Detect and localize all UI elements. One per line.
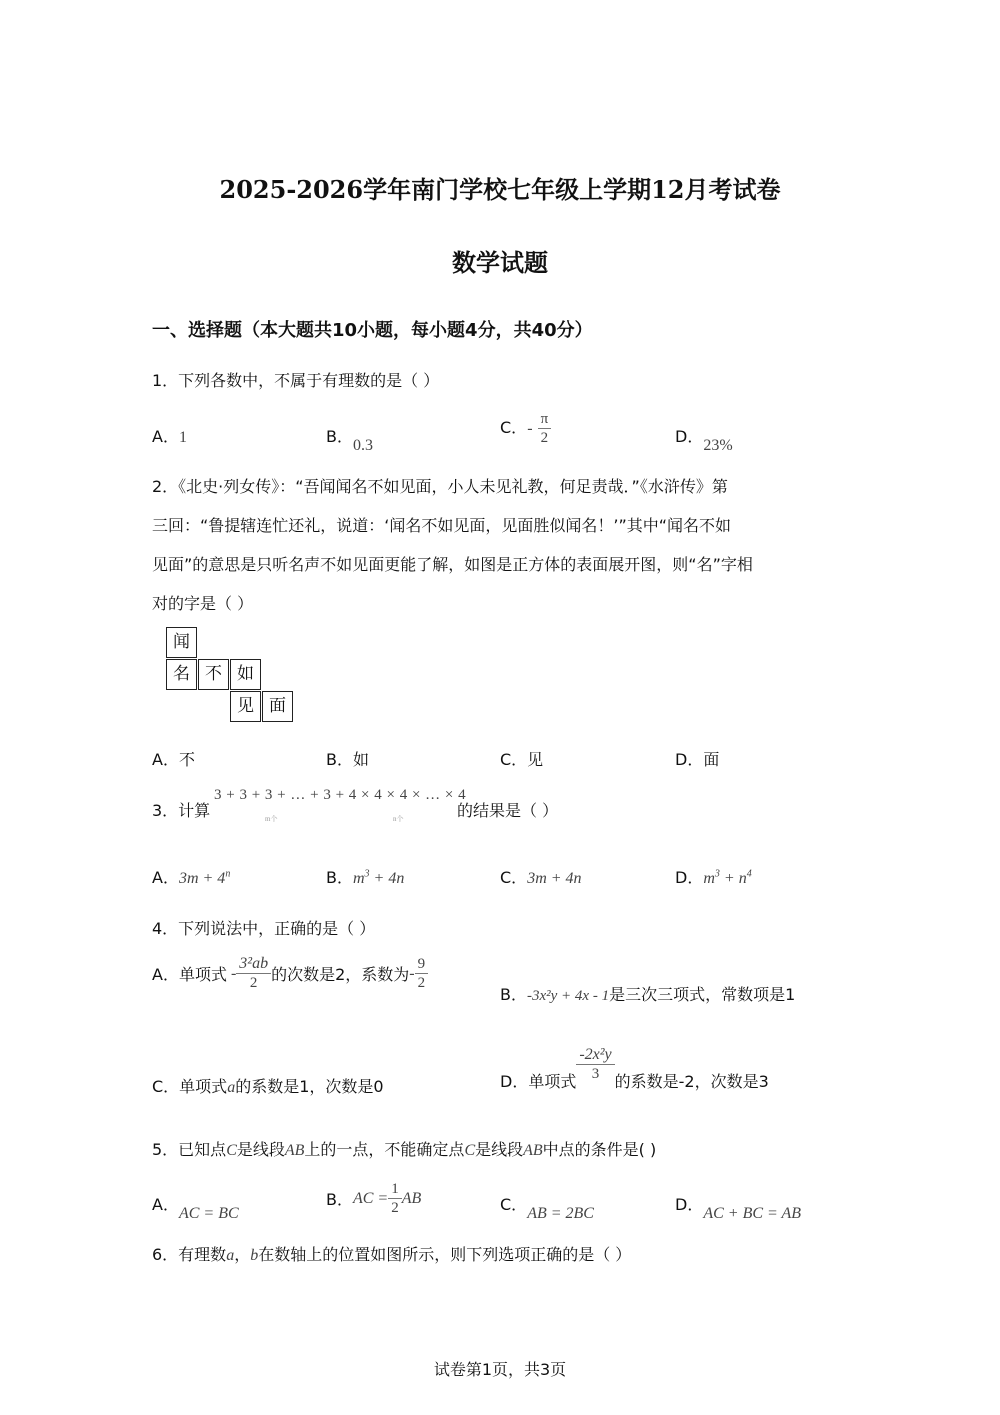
q4-d-fraction: $\frac{\text{-2x²y}}{3}$ — [576, 1046, 614, 1083]
net-cell-ru: 如 — [230, 659, 261, 690]
q4-a-fraction: $\frac{\text{3²ab}}{2}$ — [236, 955, 271, 992]
q3-option-c: C．3m + 4n — [500, 868, 582, 887]
q1-stem: 1．下列各数中，不属于有理数的是（ ） — [152, 371, 440, 390]
q3-option-d: D．$m^3 + n^4$ — [675, 868, 752, 887]
exam-subtitle: 数学试题 — [452, 248, 548, 277]
net-cell-mian: 面 — [262, 691, 293, 722]
q3-suffix: 的结果是（ ） — [457, 801, 559, 820]
q3-option-a: A．$3m + 4^n$ — [152, 868, 231, 887]
net-cell-bu: 不 — [198, 659, 229, 690]
section-heading: 一、选择题（本大题共10小题，每小题4分，共40分） — [152, 320, 593, 341]
q5-option-b: B． AC = $\frac{1}{2}$ AB — [326, 1181, 422, 1216]
q4-a-coeff-fraction: $\frac{9}{2}$ — [415, 955, 429, 992]
q4-option-b: B．-3x²y + 4x - 1是三次三项式，常数项是1 — [500, 985, 796, 1004]
q2-option-d: D．面 — [675, 750, 720, 769]
q1-option-d: D．23% — [675, 427, 733, 454]
q5-b-fraction: $\frac{1}{2}$ — [388, 1180, 402, 1217]
q4-option-c: C．单项式a的系数是1，次数是0 — [152, 1077, 384, 1096]
q4-stem: 4．下列说法中，正确的是（ ） — [152, 919, 376, 938]
q1-option-c: C．- $\frac{\pi}{2}$ — [500, 410, 551, 447]
q5-option-c: C．AB = 2BC — [500, 1195, 594, 1222]
q4-option-a: A．单项式 - $\frac{\text{3²ab}}{2}$ 的次数是2，系数为 - $\frac{9}{2}$ — [152, 955, 428, 992]
q3-prefix: 3．计算 — [152, 801, 211, 820]
q1-option-b: B．0.3 — [326, 427, 373, 454]
q5-stem: 5．已知点C是线段AB上的一点，不能确定点C是线段AB中点的条件是( ) — [152, 1140, 657, 1159]
q3-option-b: B．$m^3 + 4n$ — [326, 868, 405, 887]
q2-option-a: A．不 — [152, 750, 195, 769]
net-cell-wen: 闻 — [166, 627, 197, 658]
q2-line-2: 三回：“鲁提辖连忙还礼，说道：‘闻名不如见面，见面胜似闻名！’”其中“闻名不如 — [152, 516, 732, 535]
q5-option-d: D．AC + BC = AB — [675, 1195, 802, 1222]
q2-option-b: B．如 — [326, 750, 369, 769]
q1-option-a: A．1 — [152, 427, 187, 446]
q3-expression: 3 + 3 + 3 + … + 3 + 4 × 4 × 4 × … × 4 — [214, 787, 467, 803]
q2-line-1: 2．《北史·列女传》：“吾闻闻名不如见面，小人未见礼教，何足责哉．”《水浒传》第 — [152, 477, 728, 496]
net-cell-jian: 见 — [230, 691, 261, 722]
q5-option-a: A．AC = BC — [152, 1195, 239, 1222]
q2-line-4: 对的字是（ ） — [152, 594, 254, 613]
q3-under-n: n个 — [393, 815, 404, 823]
q2-line-3: 见面”的意思是只听名声不如见面更能了解，如图是正方体的表面展开图，则“名”字相 — [152, 555, 753, 574]
q1-c-fraction: $\frac{\pi}{2}$ — [538, 410, 552, 447]
page-footer: 试卷第1页，共3页 — [433, 1360, 567, 1379]
q4-option-d: D．单项式 $\frac{\text{-2x²y}}{3}$ 的系数是-2，次数是3 — [500, 1046, 769, 1091]
q6-stem: 6．有理数a，b在数轴上的位置如图所示，则下列选项正确的是（ ） — [152, 1245, 632, 1264]
net-cell-ming: 名 — [166, 659, 197, 690]
q3-under-m: m个 — [265, 815, 278, 823]
q2-option-c: C．见 — [500, 750, 544, 769]
exam-title: 2025-2026学年南门学校七年级上学期12月考试卷 — [219, 175, 781, 204]
